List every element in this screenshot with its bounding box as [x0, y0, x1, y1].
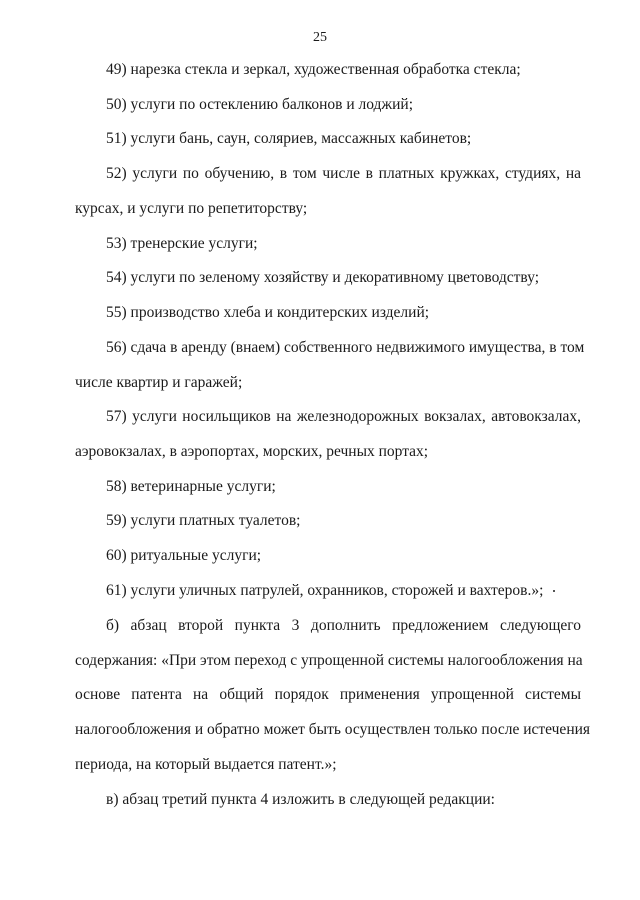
list-item-53: 53) тренерские услуги; [106, 235, 258, 252]
list-item-57-line-1: 57) услуги носильщиков на железнодорожных вокзалах, автовокзалах, [106, 408, 581, 425]
list-item-61 [106, 582, 555, 600]
list-item-59: 59) услуги платных туалетов; [106, 512, 301, 529]
list-item-52-line-2: курсах, и услуги по репетиторству; [75, 200, 308, 217]
list-item-52-line-1: 52) услуги по обучению, в том числе в платных кружках, студиях, на [106, 165, 581, 182]
list-item-57-line-2: аэровокзалах, в аэропортах, морских, речных портах; [75, 443, 429, 460]
list-item-49: 49) нарезка стекла и зеркал, художественная обработка стекла; [106, 61, 521, 78]
list-item-51: 51) услуги бань, саун, соляриев, массажных кабинетов; [106, 130, 472, 147]
list-item-56-line-1: 56) сдача в аренду (внаем) собственного недвижимого имущества, в том [106, 339, 585, 356]
paragraph-b-line-3: основе патента на общий порядок применения упрощенной системы [75, 686, 581, 703]
paragraph-b-line-1: б) абзац второй пункта 3 дополнить предложением следующего [106, 617, 581, 634]
list-item-54: 54) услуги по зеленому хозяйству и декоративному цветоводству; [106, 269, 540, 286]
list-item-61-text: 61) услуги уличных патрулей, охранников, сторожей и вахтеров.»; [106, 582, 544, 599]
paragraph-v-line-1: в) абзац третий пункта 4 изложить в следующей редакции: [106, 791, 495, 808]
paragraph-b-line-2: содержания: «При этом переход с упрощенной системы налогообложения на [75, 652, 583, 669]
list-item-55: 55) производство хлеба и кондитерских изделий; [106, 304, 430, 321]
paragraph-b-line-5: периода, на который выдается патент.»; [75, 756, 337, 773]
stray-dot-mark [553, 590, 555, 592]
list-item-60: 60) ритуальные услуги; [106, 547, 262, 564]
paragraph-b-line-4: налогообложения и обратно может быть осуществлен только после истечения [75, 721, 591, 738]
page-number: 25 [313, 30, 327, 45]
list-item-50: 50) услуги по остеклению балконов и лоджий; [106, 96, 414, 113]
list-item-58: 58) ветеринарные услуги; [106, 478, 276, 495]
list-item-56-line-2: числе квартир и гаражей; [75, 374, 243, 391]
